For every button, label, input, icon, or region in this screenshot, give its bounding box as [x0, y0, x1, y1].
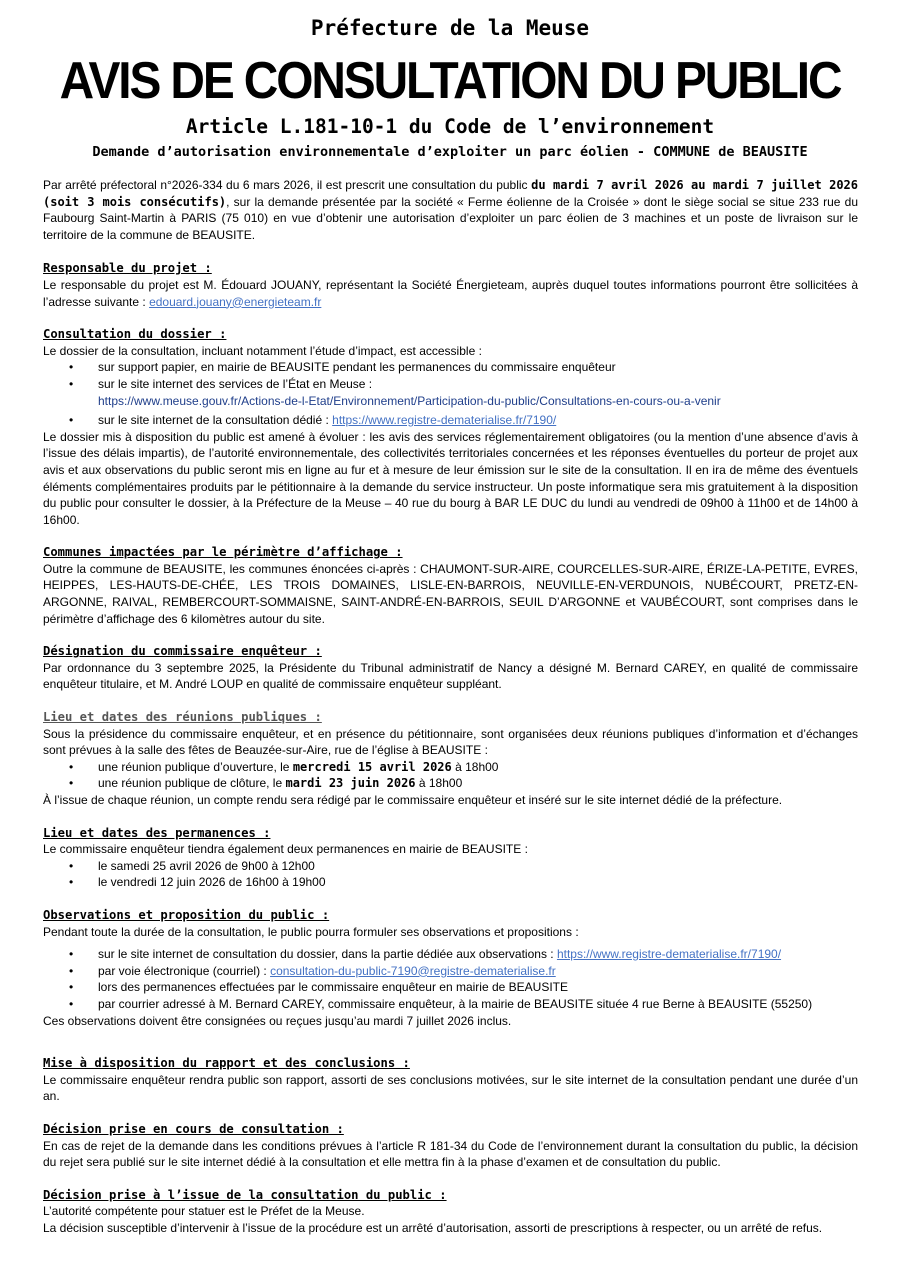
permanences-list [43, 858, 858, 891]
dossier-access-list-2 [43, 412, 858, 429]
reunion-time: à 18h00 [415, 776, 463, 791]
responsable-text [43, 277, 858, 310]
notice-header [0, 0, 900, 162]
reunions-list [43, 759, 858, 792]
list-item [43, 946, 858, 963]
list-item [43, 412, 858, 429]
list-item-text: sur le site internet de la consultation dédié : [98, 413, 333, 428]
responsable-email-link[interactable]: edouard.jouany@energieteam.fr [149, 294, 322, 309]
dossier-intro: Le dossier de la consultation, incluant notamment l’étude d’impact, est accessible : [43, 343, 482, 358]
dossier-access-list [43, 359, 858, 392]
heading-responsable: Responsable du projet : [43, 261, 212, 276]
observations-registre-link[interactable]: https://www.registre-dematerialise.fr/7190/ [556, 947, 782, 962]
notice-subtitle: Demande d’autorisation environnementale d’exploiter un parc éolien - COMMUNE de BEAUSITE [92, 144, 808, 160]
heading-commissaire: Désignation du commissaire enquêteur : [43, 644, 322, 659]
section-reunions [43, 709, 858, 809]
heading-decision-cours: Décision prise en cours de consultation : [43, 1121, 344, 1136]
section-responsable [43, 260, 858, 310]
heading-reunions: Lieu et dates des réunions publiques : [43, 710, 322, 725]
list-item: • sur support papier, en mairie de BEAUSITE pendant les permanences du commissaire enquêteur [43, 359, 858, 376]
decision-issue-text-1: L’autorité compétente pour statuer est le Préfet de la Meuse. [43, 1204, 365, 1219]
reunion-date: mardi 23 juin 2026 [285, 776, 416, 791]
reunions-text: Sous la présidence du commissaire enquêteur, et en présence du pétitionnaire, sont organisées deux réunions publiques d’information et d’échanges sont prévues à la salle des fêtes de Beauzée-sur-Aire, rue de l’église à BEAUSITE : [43, 726, 858, 758]
section-decision-cours [43, 1121, 858, 1171]
article-reference: Article L.181-10-1 du Code de l’environnement [185, 115, 715, 138]
meuse-gouv-link[interactable]: https://www.meuse.gouv.fr/Actions-de-l-Etat/Environnement/Participation-du-public/Consultations-en-cours-ou-a-venir [98, 393, 721, 408]
intro-text-end: , sur la demande présentée par la société « Ferme éolienne de la Croisée » dont le siège social se situe 233 rue du Faubourg Saint-Martin à PARIS (75 010) en vue d’obtenir une autorisation d’exploiter un parc éolien de 3 machines et un poste de livraison sur le territoire de la commune de BEAUSITE. [43, 194, 858, 242]
notice-body [43, 177, 858, 1252]
rapport-text: Le commissaire enquêteur rendra public son rapport, assorti de ses conclusions motivées, sur le site internet de la consultation pendant une durée d’un an. [43, 1072, 858, 1104]
communes-text: Outre la commune de BEAUSITE, les communes énoncées ci-après : CHAUMONT-SUR-AIRE, COURCELLES-SUR-AIRE, ÉRIZE-LA-PETITE, EVRES, HEIPPES, LES-HAUTS-DE-CHÉE, LES TROIS DOMAINES, LISLE-EN-BARROIS, NEUVILLE-EN-VERDUNOIS, NUBÉCOURT, PRETZ-EN-ARGONNE, RAIVAL, REMBERCOURT-SOMMAISNE, SAINT-ANDRÉ-EN-BARROIS, SEUIL D’ARGONNE et VAUBÉCOURT, sont comprises dans le périmètre d’affichage des 6 kilomètres autour du site. [43, 561, 858, 626]
decision-issue-text-2: La décision susceptible d’intervenir à l’issue de la procédure est un arrêté d’autorisation, assorti de prescriptions à respecter, ou un arrêté de refus. [43, 1220, 823, 1235]
list-item: • par courrier adressé à M. Bernard CAREY, commissaire enquêteur, à la mairie de BEAUSITE située 4 rue Berne à BEAUSITE (55250) [43, 996, 858, 1013]
section-dossier [43, 326, 858, 528]
observations-list [43, 946, 858, 1012]
section-decision-issue [43, 1187, 858, 1237]
list-item-text: une réunion publique d’ouverture, le [98, 759, 293, 774]
prefecture-name: Préfecture de la Meuse [310, 16, 590, 40]
list-item-text: une réunion publique de clôture, le [98, 776, 286, 791]
list-item: • le vendredi 12 juin 2026 de 16h00 à 19h00 [43, 874, 858, 891]
section-observations [43, 907, 858, 1029]
list-item [43, 963, 858, 980]
commissaire-text: Par ordonnance du 3 septembre 2025, la Présidente du Tribunal administratif de Nancy a désigné M. Bernard CAREY, en qualité de commissaire enquêteur titulaire, et M. André LOUP en qualité de commissaire enquêteur suppléant. [43, 660, 858, 692]
main-title: AVIS DE CONSULTATION DU PUBLIC [59, 52, 841, 110]
heading-dossier: Consultation du dossier : [43, 327, 227, 342]
reunions-after: À l’issue de chaque réunion, un compte rendu sera rédigé par le commissaire enquêteur et inséré sur le site internet dédié de la préfecture. [43, 793, 783, 807]
observations-text: Pendant toute la durée de la consultation, le public pourra formuler ses observations et propositions : [43, 924, 579, 939]
section-permanences [43, 825, 858, 891]
list-item [43, 759, 858, 776]
observations-after: Ces observations doivent être consignées ou reçues jusqu’au mardi 7 juillet 2026 inclus. [43, 1013, 512, 1028]
section-commissaire [43, 643, 858, 693]
heading-rapport: Mise à disposition du rapport et des conclusions : [43, 1056, 410, 1071]
reunion-time: à 18h00 [451, 759, 499, 774]
section-rapport [43, 1055, 858, 1105]
heading-permanences: Lieu et dates des permanences : [43, 825, 271, 840]
responsable-description: Le responsable du projet est M. Édouard JOUANY, représentant la Société Énergieteam, auprès duquel toutes informations pourront être sollicitées à l’adresse suivante : [43, 277, 858, 309]
registre-link[interactable]: https://www.registre-dematerialise.fr/7190/ [332, 413, 557, 428]
heading-communes: Communes impactées par le périmètre d’affichage : [43, 545, 403, 560]
observations-email-link[interactable]: consultation-du-public-7190@registre-dematerialise.fr [270, 963, 556, 978]
heading-observations: Observations et proposition du public : [43, 907, 330, 922]
intro-text-start: Par arrêté préfectoral n°2026-334 du 6 mars 2026, il est prescrit une consultation du public [43, 178, 532, 192]
list-item: • sur le site internet des services de l’État en Meuse : [43, 376, 858, 393]
decision-cours-text: En cas de rejet de la demande dans les conditions prévues à l’article R 181-34 du Code de l’environnement durant la consultation du public, la décision du rejet sera publié sur le site internet dédié à la consultation et elle mettra fin à la phase d’examen et de consultation du public. [43, 1138, 858, 1170]
heading-decision-issue: Décision prise à l’issue de la consultation du public : [43, 1187, 447, 1202]
permanences-text: Le commissaire enquêteur tiendra également deux permanences en mairie de BEAUSITE : [43, 842, 528, 857]
reunion-date: mercredi 15 avril 2026 [292, 759, 452, 774]
list-item: • lors des permanences effectuées par le commissaire enquêteur en mairie de BEAUSITE [43, 979, 858, 996]
section-communes [43, 544, 858, 627]
list-item: • le samedi 25 avril 2026 de 9h00 à 12h00 [43, 858, 858, 875]
list-item-text: par voie électronique (courriel) : [98, 963, 271, 978]
intro-paragraph [43, 177, 858, 243]
list-item [43, 775, 858, 792]
consultation-dates: du mardi 7 avril 2026 au mardi 7 juillet 2026 (soit 3 mois consécutifs) [43, 178, 859, 209]
dossier-body: Le dossier mis à disposition du public est amené à évoluer : les avis des services réglementairement obligatoires (ou la mention d’une absence d’avis à l’issue des délais impartis), de l’autorité environnementale, des collectivités territoriales concernées et les réponses éventuelles du porteur de projet aux avis et aux observations du public seront mis en ligne au fur et à mesure de leur émission sur le site de la consultation. Il en ira de même des éventuels éléments complémentaires produits par le pétitionnaire à la demande du service instructeur. Un poste informatique sera mis gratuitement à la disposition du public pour consulter le dossier, à la Préfecture de la Meuse – 40 rue du bourg à BAR LE DUC du lundi au vendredi de 09h00 à 11h00 et de 14h00 à 16h00. [43, 429, 858, 527]
list-item-text: sur le site internet de consultation du dossier, dans la partie dédiée aux observations : [98, 947, 557, 962]
url-line [43, 393, 858, 410]
